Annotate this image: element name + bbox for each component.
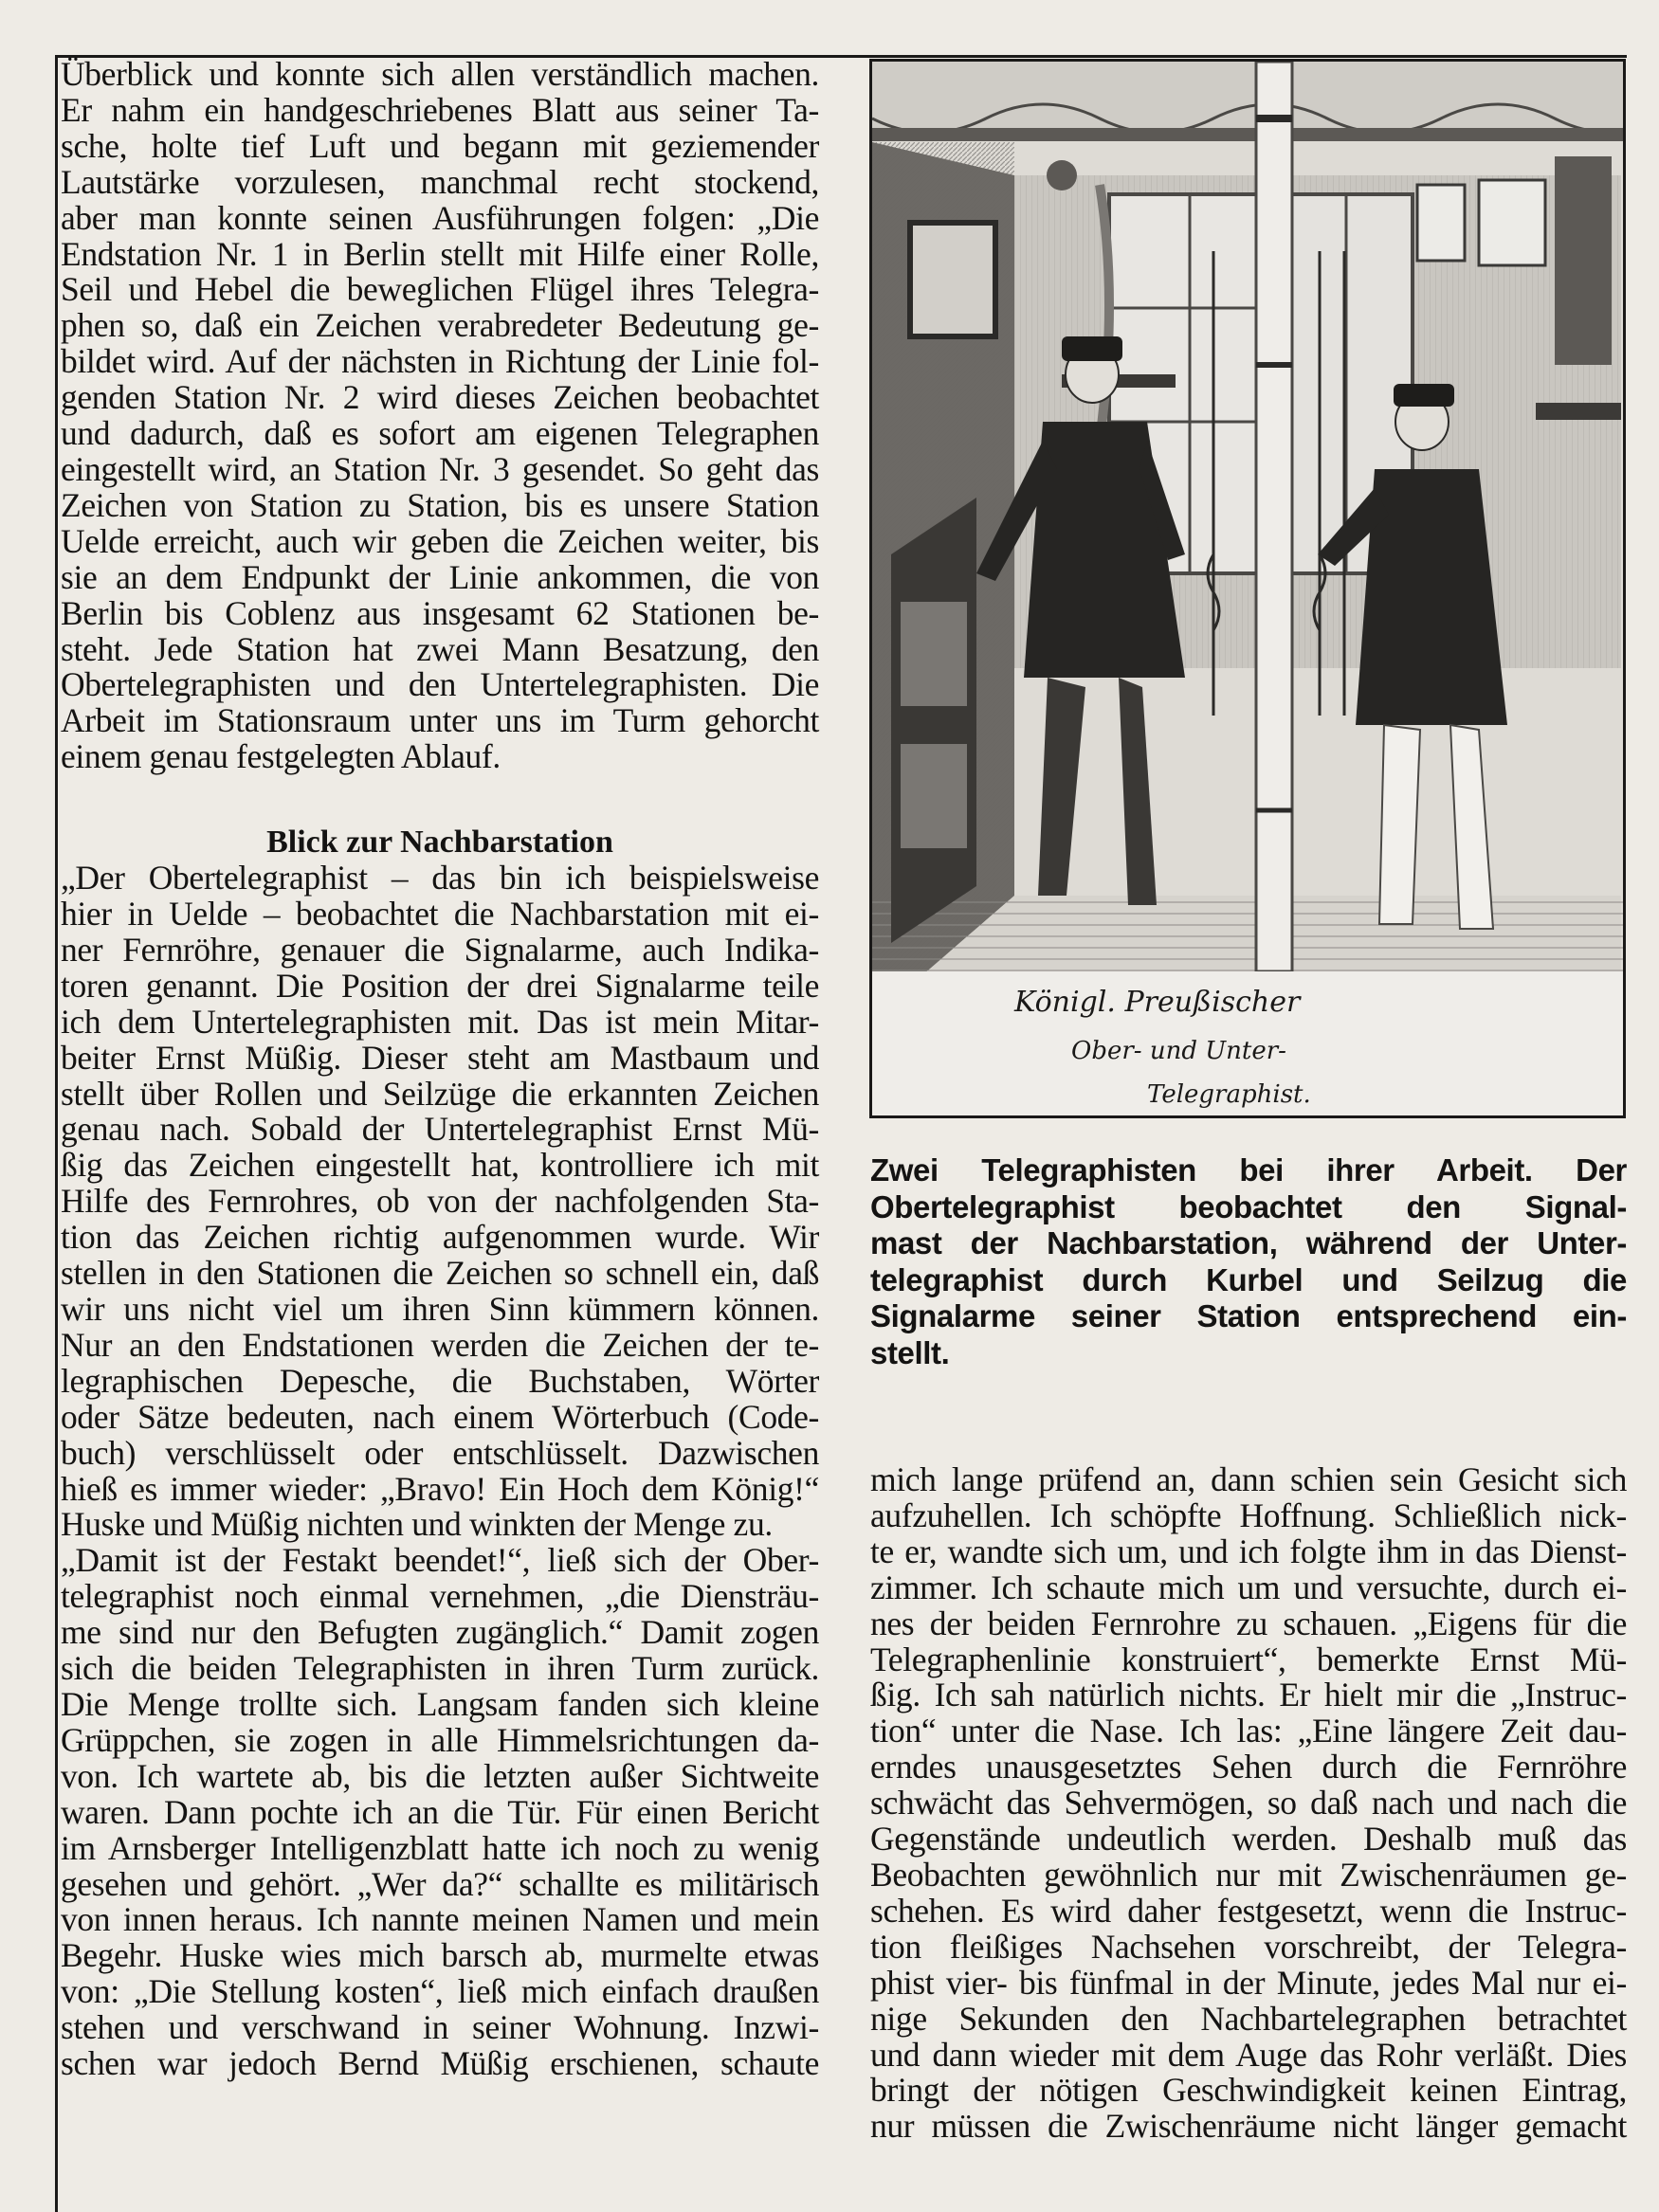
text-line: eingestellt wird, an Station Nr. 3 gesendet. So geht das bbox=[61, 449, 819, 488]
text-line: nige Sekunden den Nachbartelegraphen betrachtet bbox=[870, 1999, 1627, 2038]
engraved-caption-line-1: Königl. Preußischer bbox=[1014, 986, 1301, 1019]
text-line: Überblick und konnte sich allen verständlich machen. bbox=[61, 55, 819, 93]
text-line: steht. Jede Station hat zwei Mann Besatzung, den bbox=[61, 629, 819, 668]
text-line: erndes unausgesetztes Sehen durch die Fernröhre bbox=[870, 1748, 1627, 1786]
text-line: Grüppchen, sie zogen in alle Himmelsrichtungen da- bbox=[61, 1720, 819, 1759]
text-line: phen so, daß ein Zeichen verabredeter Bedeutung ge- bbox=[61, 306, 819, 345]
text-line: nur müssen die Zwischenräume nicht länger gemacht bbox=[870, 2107, 1627, 2146]
text-line: toren genannt. Die Position der drei Signalarme teile bbox=[61, 966, 819, 1005]
text-line: me sind nur den Befugten zugänglich.“ Damit zogen bbox=[61, 1613, 819, 1652]
engraved-caption-line-2: Ober- und Unter- bbox=[1071, 1037, 1286, 1065]
text-line: Begehr. Huske wies mich barsch ab, murmelte etwas bbox=[61, 1936, 819, 1975]
text-line: von: „Die Stellung kosten“, ließ mich einfach draußen bbox=[61, 1972, 819, 2011]
text-line: Huske und Müßig nichten und winkten der Menge zu. bbox=[61, 1505, 773, 1544]
text-line: sche, holte tief Luft und begann mit geziemender bbox=[61, 126, 819, 165]
text-line: sich die beiden Telegraphisten in ihren Turm zurück. bbox=[61, 1649, 819, 1688]
text-line: genden Station Nr. 2 wird dieses Zeichen beobachtet bbox=[61, 378, 819, 417]
engraving-image bbox=[872, 62, 1623, 1115]
text-line: von. Ich wartete ab, bis die letzten außer Sichtweite bbox=[61, 1756, 819, 1795]
text-line: bringt der nötigen Geschwindigkeit keinen Eintrag, bbox=[870, 2071, 1627, 2110]
text-line: mich lange prüfend an, dann schien sein Gesicht sich bbox=[870, 1460, 1627, 1498]
text-line: wir uns nicht viel um ihren Sinn kümmern können. bbox=[61, 1290, 819, 1328]
text-line: buch) verschlüsselt oder entschlüsselt. Dazwischen bbox=[61, 1433, 819, 1472]
text-line: tion fleißiges Nachsehen vorschreibt, der Telegra- bbox=[870, 1927, 1627, 1966]
right-column bbox=[870, 1462, 1627, 2145]
illustration-telegraphists bbox=[869, 59, 1626, 1118]
text-line: „Damit ist der Festakt beendet!“, ließ sich der Ober- bbox=[61, 1541, 819, 1580]
text-line: oder Sätze bedeuten, nach einem Wörterbuch (Code- bbox=[61, 1397, 819, 1436]
text-line: zimmer. Ich schaute mich um und versuchte, durch ei- bbox=[870, 1568, 1627, 1606]
text-line: gesehen und gehört. „Wer da?“ schallte es militärisch bbox=[61, 1864, 819, 1903]
section-heading: Blick zur Nachbarstation bbox=[266, 825, 613, 861]
text-line: genau nach. Sobald der Untertelegraphist Ernst Mü- bbox=[61, 1110, 819, 1149]
text-line: schen war jedoch Bernd Müßig erschienen, schaute bbox=[61, 2044, 819, 2083]
text-line: stehen und verschwand in seiner Wohnung. Inzwi- bbox=[61, 2008, 819, 2047]
text-line: aufzuhellen. Ich schöpfte Hoffnung. Schließlich nick- bbox=[870, 1496, 1627, 1534]
text-line: stellen in den Stationen die Zeichen so schnell ein, daß bbox=[61, 1254, 819, 1293]
text-line: und dann wieder mit dem Auge das Rohr verläßt. Dies bbox=[870, 2035, 1627, 2074]
text-line: legraphischen Depesche, die Buchstaben, Wörter bbox=[61, 1361, 819, 1400]
text-line: ßig. Ich sah natürlich nichts. Er hielt mir die „Instruc- bbox=[870, 1676, 1627, 1714]
text-line: nes der beiden Fernrohre zu schauen. „Eigens für die bbox=[870, 1604, 1627, 1642]
caption-line: Obertelegraphist beobachtet den Signal- bbox=[870, 1188, 1627, 1224]
text-line: Berlin bis Coblenz aus insgesamt 62 Stationen be- bbox=[61, 593, 819, 632]
caption-line: mast der Nachbarstation, während der Unter- bbox=[870, 1225, 1627, 1260]
text-line: Uelde erreicht, auch wir geben die Zeichen weiter, bis bbox=[61, 521, 819, 560]
text-line: sie an dem Endpunkt der Linie ankommen, die von bbox=[61, 557, 819, 596]
text-line: phist vier- bis fünfmal in der Minute, jedes Mal nur ei- bbox=[870, 1963, 1627, 2002]
text-line: beiter Ernst Müßig. Dieser steht am Mastbaum und bbox=[61, 1038, 819, 1077]
paragraph-2 bbox=[61, 861, 819, 1543]
text-line: Endstation Nr. 1 in Berlin stellt mit Hilfe einer Rolle, bbox=[61, 234, 819, 273]
paragraph-3 bbox=[61, 1543, 819, 2082]
text-line: telegraphist noch einmal vernehmen, „die Diensträu- bbox=[61, 1577, 819, 1616]
text-line: im Arnsberger Intelligenzblatt hatte ich noch zu wenig bbox=[61, 1828, 819, 1867]
text-line: Hilfe des Fernrohres, ob von der nachfolgenden Sta- bbox=[61, 1182, 819, 1221]
text-line: aber man konnte seinen Ausführungen folgen: „Die bbox=[61, 198, 819, 237]
figure-caption bbox=[870, 1152, 1627, 1371]
left-column bbox=[61, 57, 819, 2082]
text-line: Arbeit im Stationsraum unter uns im Turm gehorcht bbox=[61, 701, 819, 740]
text-line: und dadurch, daß es sofort am eigenen Telegraphen bbox=[61, 414, 819, 453]
text-line: stellt über Rollen und Seilzüge die erkannten Zeichen bbox=[61, 1074, 819, 1113]
text-line: bildet wird. Auf der nächsten in Richtung der Linie fol- bbox=[61, 342, 819, 381]
text-line: Nur an den Endstationen werden die Zeichen der te- bbox=[61, 1325, 819, 1364]
text-line: ner Fernröhre, genauer die Signalarme, auch Indika- bbox=[61, 930, 819, 969]
text-line: te er, wandte sich um, und ich folgte ihm in das Dienst- bbox=[870, 1532, 1627, 1570]
text-line: Seil und Hebel die beweglichen Flügel ihres Telegra- bbox=[61, 270, 819, 309]
text-line: Gegenstände undeutlich werden. Deshalb muß das bbox=[870, 1820, 1627, 1858]
text-line: von innen heraus. Ich nannte meinen Namen und mein bbox=[61, 1900, 819, 1939]
text-line: schehen. Es wird daher festgesetzt, wenn die Instruc- bbox=[870, 1891, 1627, 1930]
text-line: Lautstärke vorzulesen, manchmal recht stockend, bbox=[61, 162, 819, 201]
text-line: tion das Zeichen richtig aufgenommen wurde. Wir bbox=[61, 1218, 819, 1257]
caption-line: stellt. bbox=[870, 1334, 950, 1370]
text-line: ich dem Untertelegraphisten mit. Das ist mein Mitar- bbox=[61, 1002, 819, 1041]
text-line: Telegraphenlinie konstruiert“, bemerkte Ernst Mü- bbox=[870, 1640, 1627, 1678]
text-line: Beobachten gewöhnlich nur mit Zwischenräumen ge- bbox=[870, 1855, 1627, 1894]
caption-line: telegraphist durch Kurbel und Seilzug die bbox=[870, 1261, 1627, 1297]
text-line: ßig das Zeichen eingestellt hat, kontrolliere ich mit bbox=[61, 1146, 819, 1185]
text-line: schwächt das Sehvermögen, so daß nach und nach die bbox=[870, 1784, 1627, 1822]
text-line: waren. Dann pochte ich an die Tür. Für einen Bericht bbox=[61, 1792, 819, 1831]
paragraph-1 bbox=[61, 57, 819, 775]
caption-line: Zwei Telegraphisten bei ihrer Arbeit. Der bbox=[870, 1152, 1627, 1188]
text-line: Die Menge trollte sich. Langsam fanden sich kleine bbox=[61, 1684, 819, 1723]
text-line: tion“ unter die Nase. Ich las: „Eine längere Zeit dau- bbox=[870, 1712, 1627, 1750]
caption-line: Signalarme seiner Station entsprechend ein- bbox=[870, 1298, 1627, 1333]
column-rule bbox=[55, 55, 58, 2212]
text-line: Obertelegraphisten und den Untertelegraphisten. Die bbox=[61, 665, 819, 704]
engraved-caption-line-3: Telegraphist. bbox=[1147, 1080, 1311, 1109]
text-line: einem genau festgelegten Ablauf. bbox=[61, 737, 501, 776]
text-line: hier in Uelde – beobachtet die Nachbarstation mit ei- bbox=[61, 895, 819, 934]
text-line: hieß es immer wieder: „Bravo! Ein Hoch dem König!“ bbox=[61, 1469, 819, 1508]
text-line: Er nahm ein handgeschriebenes Blatt aus seiner Ta- bbox=[61, 90, 819, 129]
text-line: Zeichen von Station zu Station, bis es unsere Station bbox=[61, 485, 819, 524]
text-line: „Der Obertelegraphist – das bin ich beispielsweise bbox=[61, 859, 819, 897]
